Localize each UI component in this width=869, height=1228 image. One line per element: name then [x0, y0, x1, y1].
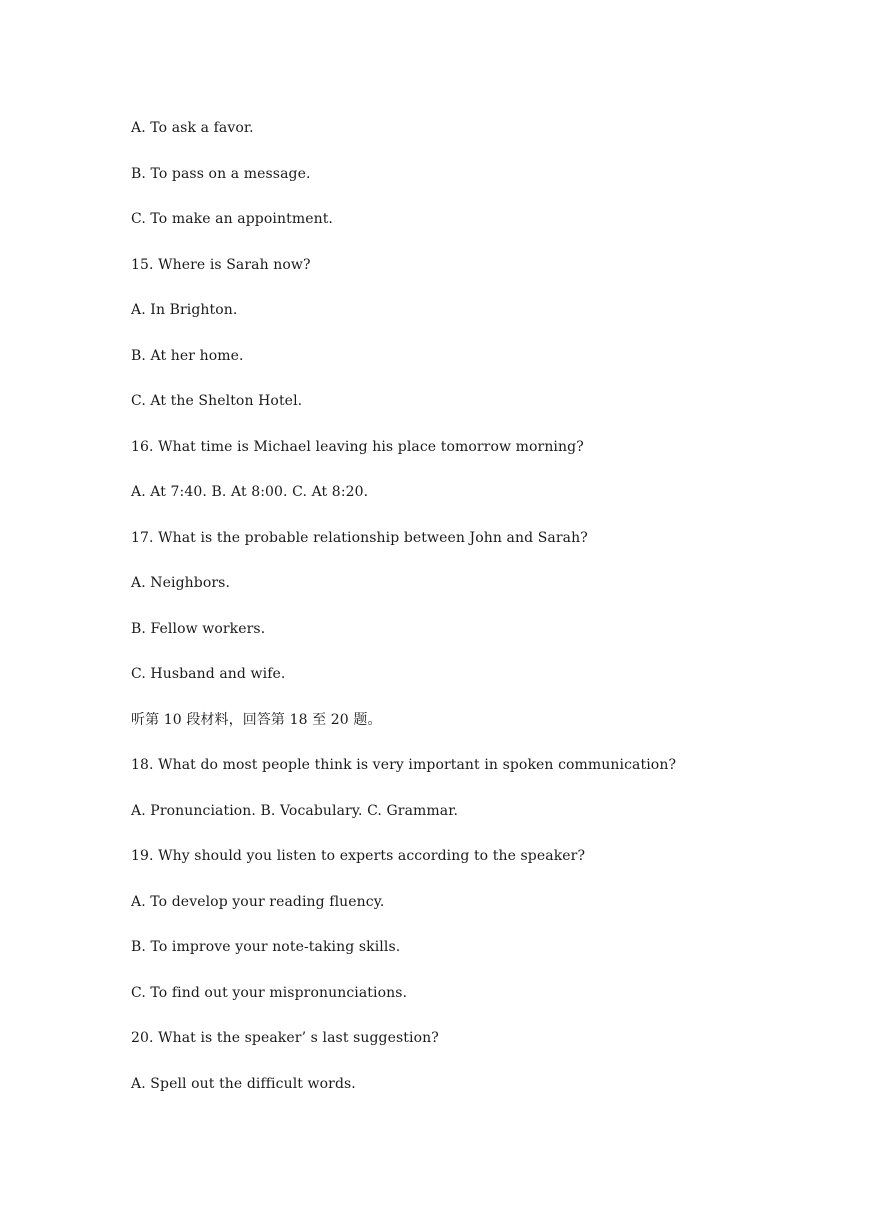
option-line: C. Husband and wife. — [131, 666, 286, 682]
option-line: C. At the Shelton Hotel. — [131, 393, 303, 409]
question-line: 20. What is the speaker’ s last suggestion? — [131, 1030, 439, 1046]
option-line: A. To ask a favor. — [131, 120, 254, 136]
exam-content — [131, 117, 831, 1118]
question-line: 18. What do most people think is very important in spoken communication? — [131, 757, 677, 773]
option-line: A. In Brighton. — [131, 302, 238, 318]
option-line: C. To find out your mispronunciations. — [131, 984, 408, 1001]
section-instruction: 听第 10 段材料，回答第 18 至 20 题。 — [131, 711, 382, 728]
option-line: A. Pronunciation. B. Vocabulary. C. Grammar. — [131, 802, 459, 819]
option-line: B. At her home. — [131, 347, 244, 364]
option-line: B. To improve your note-taking skills. — [131, 939, 401, 955]
option-line: B. To pass on a message. — [131, 165, 311, 182]
option-line: A. To develop your reading fluency. — [131, 893, 385, 910]
option-line: A. Neighbors. — [131, 575, 231, 591]
option-line: A. Spell out the difficult words. — [131, 1075, 356, 1092]
question-line: 15. Where is Sarah now? — [131, 256, 311, 273]
question-line: 17. What is the probable relationship between John and Sarah? — [131, 529, 588, 546]
option-line: A. At 7:40. B. At 8:00. C. At 8:20. — [131, 484, 369, 500]
option-line: B. Fellow workers. — [131, 620, 266, 637]
question-line: 16. What time is Michael leaving his place tomorrow morning? — [131, 438, 584, 455]
question-line: 19. Why should you listen to experts according to the speaker? — [131, 848, 586, 864]
option-line: C. To make an appointment. — [131, 211, 333, 227]
